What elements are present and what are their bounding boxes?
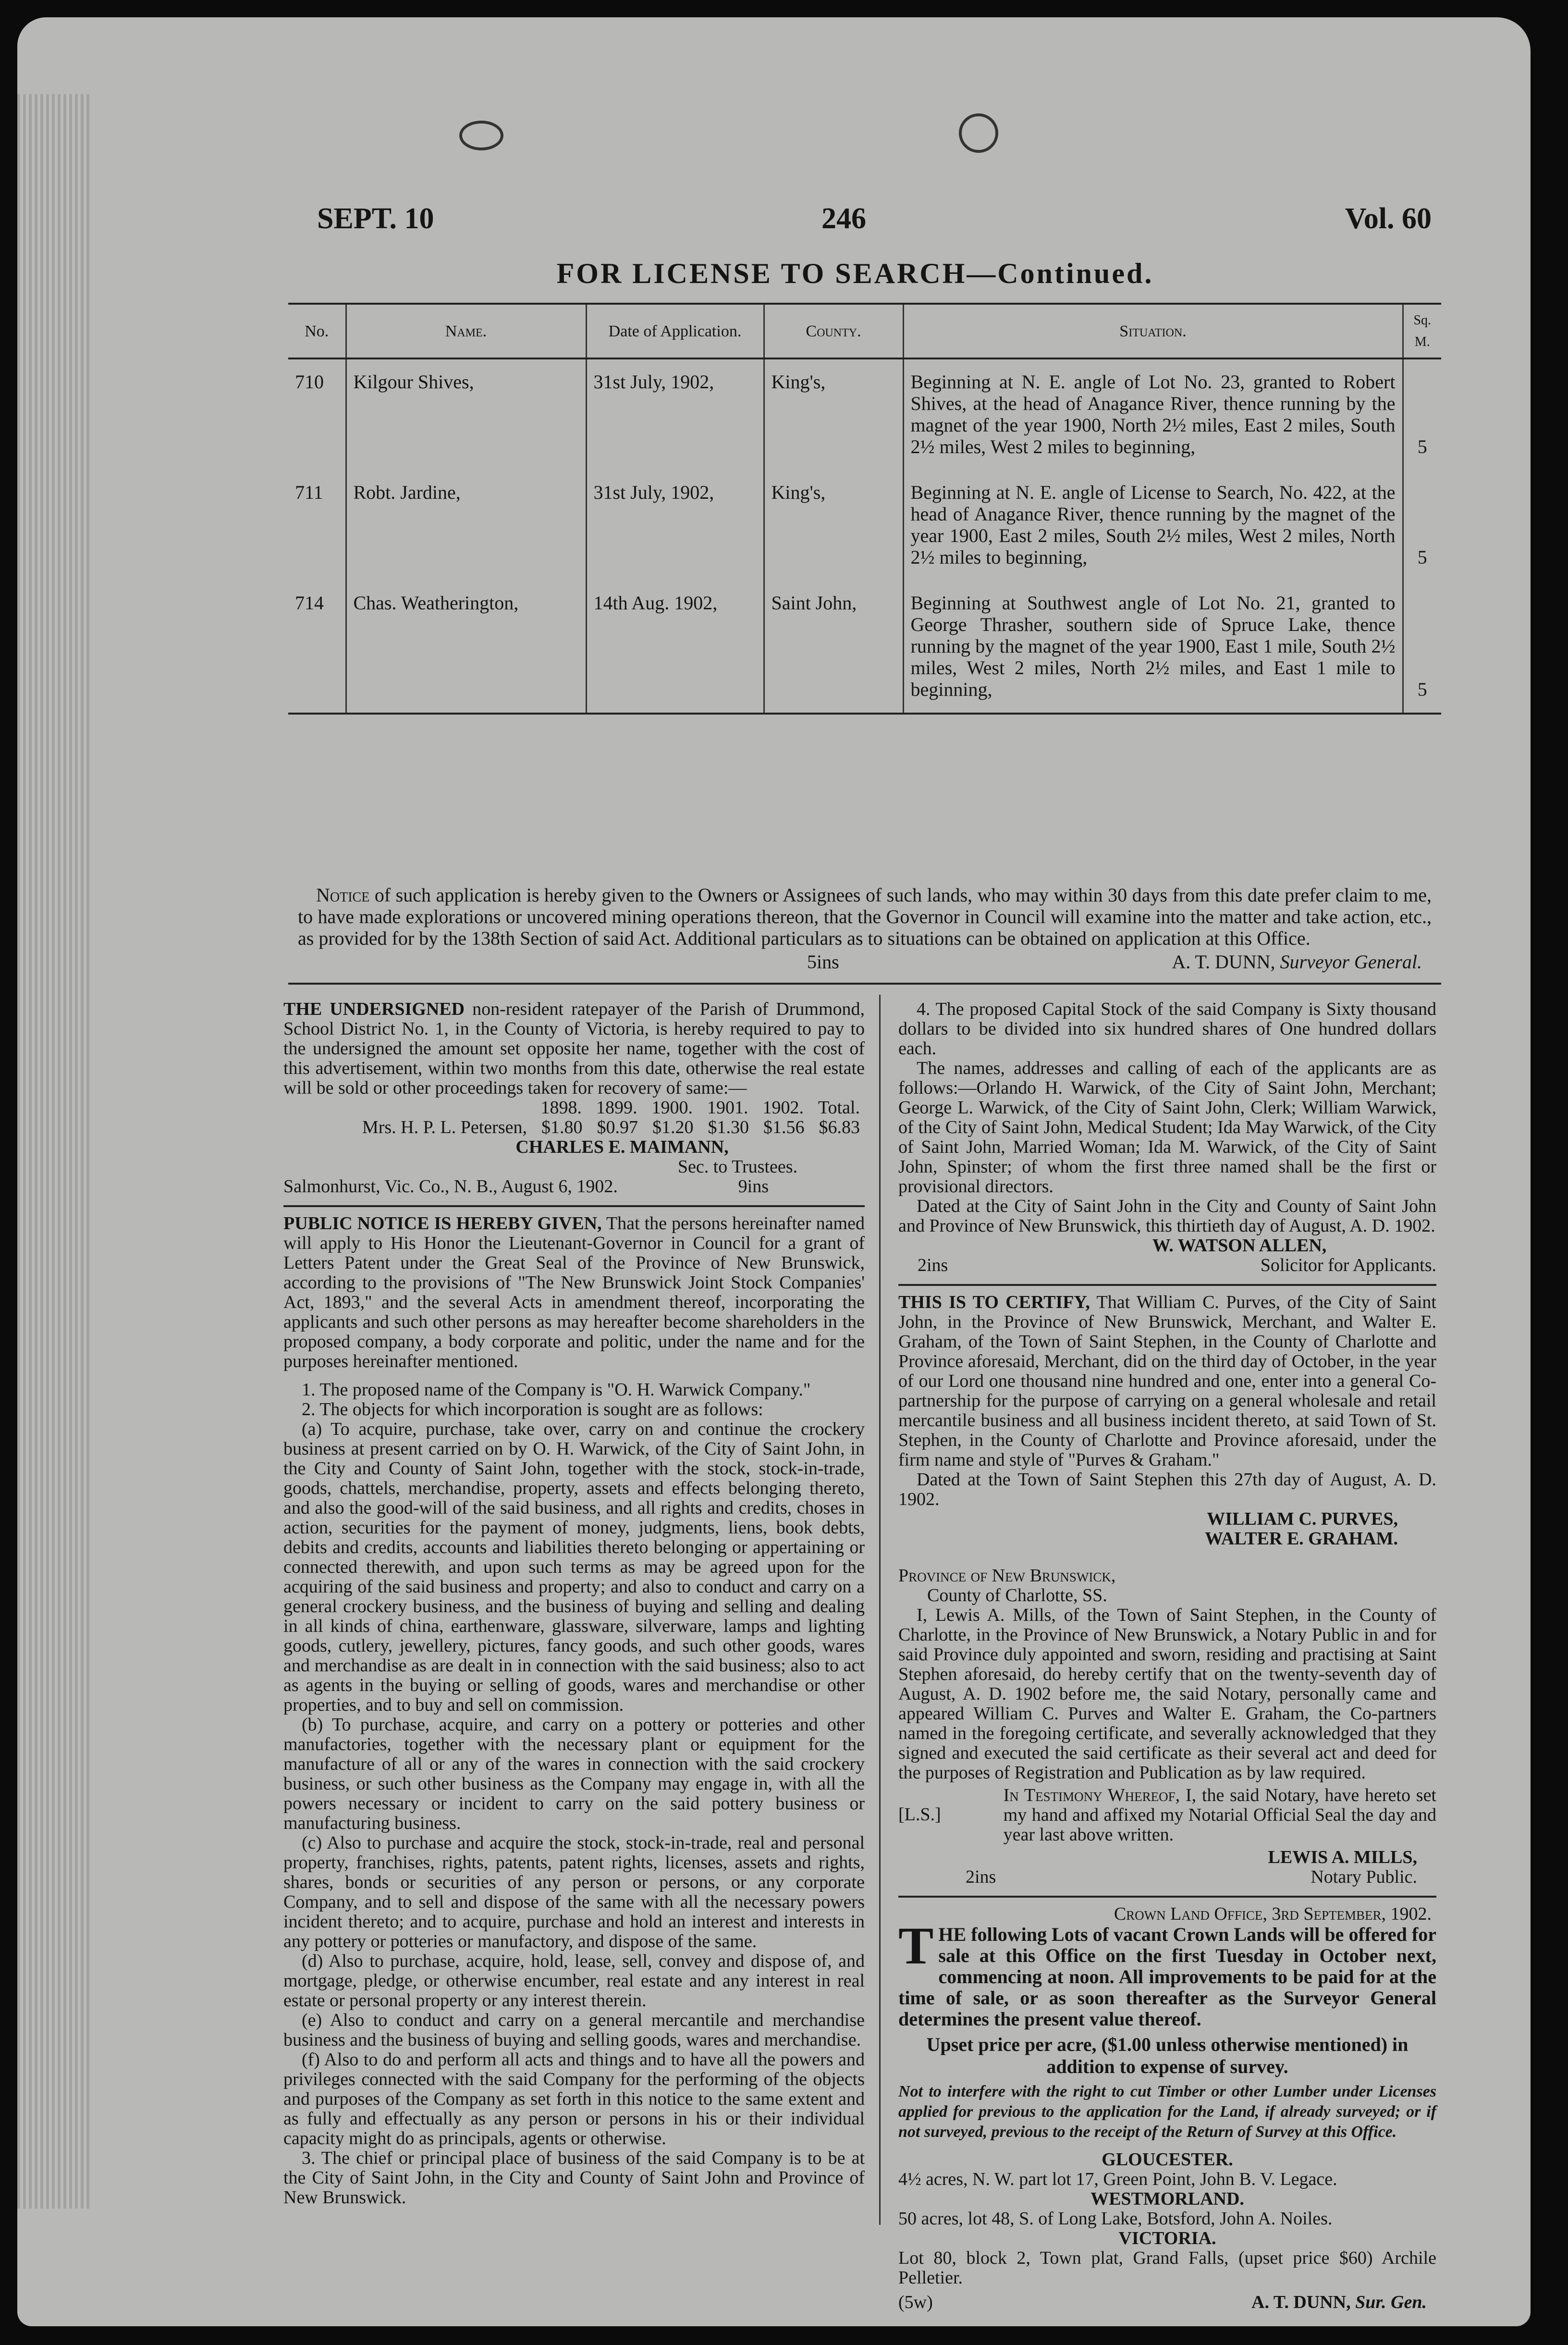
crown-land-body xyxy=(898,1916,1436,2030)
objects-2: 2. The objects for which incorporation is sought are as follows: xyxy=(302,1399,763,1419)
table-row xyxy=(288,358,1441,470)
notary-province: Province of New Brunswick, xyxy=(898,1566,1116,1586)
objects-d: (d) Also to purchase, acquire, hold, lease, sell, convey and dispose of, and mortgage, pledge, or otherwise encumber, real estate and any interest in real estate or personal property or any interest therein. xyxy=(283,1951,865,2011)
volume-number: Vol. 60 xyxy=(1345,202,1432,235)
cell-no: 711 xyxy=(288,470,346,580)
notary-footer xyxy=(898,1867,1436,1887)
divider xyxy=(898,1896,1436,1898)
certify-signer-2: WALTER E. GRAHAM. xyxy=(1205,1529,1398,1549)
certify-lead: THIS IS TO CERTIFY, xyxy=(898,1292,1090,1312)
objects-4: 4. The proposed Capital Stock of the said Company is Sixty thousand dollars to be divided into six hundred shares of One hundred dollars each. xyxy=(898,999,1436,1059)
ratepayer-signer-title: Sec. to Trustees. xyxy=(677,1157,797,1177)
public-notice-dated: Dated at the City of Saint John in the City and County of Saint John and Province of New Brunswick, this thirtieth day of August, A. D. 1902. xyxy=(898,1196,1436,1236)
cell-name: Robt. Jardine, xyxy=(346,470,586,580)
county-heading: VICTORIA. xyxy=(1118,2228,1216,2248)
public-notice-continued xyxy=(898,1000,1436,1275)
column-header: County. xyxy=(764,304,903,358)
section-title: FOR LICENSE TO SEARCH—Continued. xyxy=(556,258,1154,289)
divider xyxy=(898,1284,1436,1286)
ratepayer-signer: CHARLES E. MAIMANN, xyxy=(515,1137,729,1157)
cell-date: 31st July, 1902, xyxy=(586,470,764,580)
notice-lead: Notice xyxy=(316,884,370,906)
ratepayer-footer xyxy=(283,1177,865,1197)
testimony-text: I, the said Notary, have hereto set my hand and affixed my Notarial Official Seal the day and year last above written. xyxy=(1003,1785,1436,1845)
amount: $1.56 xyxy=(763,1117,805,1137)
ratepayer-lead: THE UNDERSIGNED xyxy=(283,999,465,1019)
notary-signer: LEWIS A. MILLS, xyxy=(1268,1847,1417,1867)
public-notice-ins: 2ins xyxy=(918,1255,948,1275)
applicants: The names, addresses and calling of each of the applicants are as follows:—Orlando H. Warwick, of the City of Saint John, Merchant; George L. Warwick, of the City of Saint John, Clerk; William Warwick, of the City of Saint John, Medical Student; Ida May Warwick, of the City of Saint John, Married Woman; Ida M. Warwick, of the City of Saint John, Spinster; of whom the first three named shall be the first or provisional directors. xyxy=(898,1058,1436,1197)
notice-text: of such application is hereby given to the Owners or Assignees of such lands, who may within 30 days from this date prefer claim to me, to have made explorations or uncovered mining operations thereon, that the Governor in Council will examine into the matter and take action, etc., as provided for by the 138th Section of said Act. Additional particulars as to situations can be obtained on application at this Office. xyxy=(298,884,1432,949)
public-notice-signer: W. WATSON ALLEN, xyxy=(1152,1235,1327,1256)
county-heading: WESTMORLAND. xyxy=(1090,2189,1244,2209)
year: 1901. xyxy=(707,1098,748,1118)
certify-notice xyxy=(898,1293,1436,1549)
cell-no: 710 xyxy=(288,358,346,470)
notice-body xyxy=(298,884,1432,949)
public-notice-signer-title: Solicitor for Applicants. xyxy=(1260,1255,1436,1275)
ratepayer-ins: 9ins xyxy=(738,1176,769,1197)
ratepayer-notice xyxy=(283,1000,865,1197)
crown-land-footer xyxy=(898,2293,1436,2312)
objects-1: 1. The proposed name of the Company is "O. H. Warwick Company." xyxy=(302,1380,811,1400)
column-header: Name. xyxy=(346,304,586,358)
objects-b: (b) To purchase, acquire, and carry on a pottery or potteries and other manufactories, together with the necessary plant or equipment for the manufacture of all or any of the wares in connection with the said crockery business, or such other business as the Company may engage in, with all the powers necessary or incident to carry on the said pottery business or manufacturing business. xyxy=(283,1715,865,1833)
certify-dated: Dated at the Town of Saint Stephen this 27th day of August, A. D. 1902. xyxy=(898,1469,1436,1509)
public-notice-intro: That the persons hereinafter named will apply to His Honor the Lieutenant-Governor in Council for a grant of Letters Patent under the Great Seal of the Province of New Brunswick, according to the provisions of "The New Brunswick Joint Stock Companies' Act, 1893," and the several Acts in amendment thereof, incorporating the applicants and such other persons as may hereafter become shareholders in the proposed company, a body corporate and politic, under the name and for the purposes hereinafter mentioned. xyxy=(283,1213,865,1371)
table-header-row xyxy=(288,304,1441,358)
amount: $1.80 xyxy=(541,1117,583,1137)
cell-situation: Beginning at N. E. angle of License to Search, No. 422, at the head of Anagance River, thence running by the magnet of the year 1900, East 2 miles, South 2½ miles, West 2 miles, North 2½ miles to beginning, xyxy=(903,470,1403,580)
cell-county: King's, xyxy=(764,470,903,580)
license-notice xyxy=(298,884,1432,974)
ratepayer-text: non-resident ratepayer of the Parish of Drummond, School District No. 1, in the County of Victoria, is hereby required to pay to the undersigned the amount set opposite her name, together with the cost of this advertisement, within two months from this date, otherwise the real estate will be sold or other proceedings taken for recovery of same:— xyxy=(283,999,865,1098)
upset-price: Upset price per acre, ($1.00 unless otherwise mentioned) in addition to expense of survey. xyxy=(926,2034,1409,2077)
table-row xyxy=(288,580,1441,714)
certify-signer-1: WILLIAM C. PURVES, xyxy=(1207,1509,1398,1529)
cell-sqm: 5 xyxy=(1403,580,1441,714)
seal: [L.S.] xyxy=(898,1804,941,1825)
public-notice-lead: PUBLIC NOTICE IS HEREBY GIVEN, xyxy=(283,1213,602,1234)
cell-county: King's, xyxy=(764,358,903,470)
left-column xyxy=(283,1000,865,2208)
notice-sig-title: Surveyor General. xyxy=(1280,951,1422,973)
header-date: SEPT. 10 xyxy=(317,202,434,235)
amount: $6.83 xyxy=(819,1117,860,1137)
amounts-row xyxy=(283,1118,865,1137)
crown-land-signer-title: Sur. Gen. xyxy=(1355,2292,1427,2312)
ratepayer-place-date: Salmonhurst, Vic. Co., N. B., August 6, 1902. xyxy=(283,1176,618,1197)
county-heading: GLOUCESTER. xyxy=(1102,2149,1233,2170)
year: 1902. xyxy=(762,1098,804,1118)
year: 1900. xyxy=(651,1098,693,1118)
dropcap: T xyxy=(898,1916,934,1975)
cell-sqm: 5 xyxy=(1417,546,1427,568)
page-number: 246 xyxy=(821,202,866,235)
lot-entry: 50 acres, lot 48, S. of Long Lake, Botsford, John A. Noiles. xyxy=(898,2209,1333,2229)
crown-land-notice xyxy=(898,1904,1436,2312)
notary-certificate xyxy=(898,1566,1436,1887)
cell-date: 14th Aug. 1902, xyxy=(586,580,764,714)
cell-sqm: 5 xyxy=(1417,436,1427,457)
amount: $0.97 xyxy=(597,1117,638,1137)
lot-entry: 4½ acres, N. W. part lot 17, Green Point, John B. V. Legace. xyxy=(898,2169,1337,2189)
public-notice-footer xyxy=(898,1256,1436,1275)
caution-text: Not to interfere with the right to cut Timber or other Lumber under Licenses applied for previous to the application for the Land, if already surveyed; or if not surveyed, previous to the receipt of the Return of Survey at this Office. xyxy=(898,2083,1436,2141)
crown-land-text: HE following Lots of vacant Crown Lands will be offered for sale at this Office on the first Tuesday in October next, commencing at noon. All improvements to be paid for at the time of sale, or as soon thereafter as the Surveyor General determines the present value thereof. xyxy=(898,1924,1436,2030)
cell-county: Saint John, xyxy=(764,580,903,714)
objects-f: (f) Also to do and perform all acts and things and to have all the powers and privileges connected with the said Company for the performing of the objects and purposes of the Company as set forth in this notice to the same extent and as fully and effectually as any person or persons in his or their individual capacity might do as principals, agents or otherwise. xyxy=(283,2049,865,2148)
table-row xyxy=(288,470,1441,580)
cell-name: Kilgour Shives, xyxy=(346,358,586,470)
public-notice xyxy=(283,1214,865,2208)
notary-text: I, Lewis A. Mills, of the Town of Saint Stephen, in the County of Charlotte, in the Province of New Brunswick, a Notary Public in and for said Province duly appointed and sworn, residing and practising at Saint Stephen aforesaid, do hereby certify that on the twenty-seventh day of August, A. D. 1902 before me, the said Notary, personally came and appeared William C. Purves and Walter E. Graham, the Co-partners named in the foregoing certificate, and severally acknowledged that they signed and executed the said certificate as their several act and deed for the purposes of Registration and Publication as by law required. xyxy=(898,1605,1436,1783)
crown-land-office: Crown Land Office, 3rd September, 1902. xyxy=(1114,1904,1432,1924)
cell-situation: Beginning at N. E. angle of Lot No. 23, granted to Robert Shives, at the head of Anagance River, thence running by the magnet of the year 1900, North 2½ miles, East 2 miles, South 2½ miles, West 2 miles to beginning, xyxy=(903,358,1403,470)
testimony xyxy=(898,1786,1436,1845)
punch-hole xyxy=(959,113,998,153)
objects-a: (a) To acquire, purchase, take over, carry on and continue the crockery business at present carried on by O. H. Warwick, of the City of Saint John, in the City and County of Saint John, together with the stock, stock-in-trade, goods, chattels, merchandise, property, assets and effects belonging thereto, and also the good-will of the said business, and all rights and credits, choses in action, securities for the payment of money, judgments, liens, book debts, debits and credits, accounts and liabilities thereto belonging or appertaining or connected therewith, and upon such terms as may be agreed upon for the acquiring of the said business and property; and also to conduct and carry on a general crockery business, and the business of buying and selling and dealing in all kinds of china, earthenware, glassware, silverware, lamps and lighting goods, cutlery, jewellery, pictures, fancy goods, and such other goods, wares and merchandise as are dealt in in connection with the said business; also to act as agents in the buying or selling of goods, wares and merchandise or other properties, and to buy and sell on commission. xyxy=(283,1419,865,1715)
column-divider xyxy=(879,995,881,2225)
amount: $1.30 xyxy=(708,1117,749,1137)
objects-3: 3. The chief or principal place of business of the said Company is to be at the City of Saint John, in the City and County of Saint John and Province of New Brunswick. xyxy=(283,2148,865,2208)
notice-signature: A. T. DUNN, xyxy=(1172,951,1275,973)
year: 1899. xyxy=(596,1098,637,1118)
column-header: Date of Application. xyxy=(586,304,764,358)
notary-signer-title: Notary Public. xyxy=(1311,1867,1417,1887)
notice-footer xyxy=(298,951,1432,974)
testimony-lead: In Testimony Whereof, xyxy=(1003,1785,1180,1805)
column-header: Situation. xyxy=(903,304,1403,358)
divider xyxy=(283,1205,865,1207)
years-row xyxy=(283,1098,865,1118)
crown-land-ins: (5w) xyxy=(898,2292,933,2312)
cell-date: 31st July, 1902, xyxy=(586,358,764,470)
punch-hole xyxy=(459,121,503,150)
license-table xyxy=(288,303,1441,715)
crown-land-signer: A. T. DUNN, xyxy=(1251,2292,1351,2312)
notary-county: County of Charlotte, SS. xyxy=(927,1585,1107,1605)
right-column xyxy=(898,1000,1436,2312)
certify-text: That William C. Purves, of the City of Saint John, in the Province of New Brunswick, Merchant, and Walter E. Graham, of the Town of Saint Stephen, in the County of Charlotte and Province aforesaid, Merchant, did on the third day of October, in the year of our Lord one thousand nine hundred and one, enter into a general Co-partnership for the purpose of carrying on a general wholesale and retail mercantile business and all business incident thereto, at said Town of St. Stephen, in the County of Charlotte and Province aforesaid, under the firm name and style of "Purves & Graham." xyxy=(898,1292,1436,1470)
lot-entry: Lot 80, block 2, Town plat, Grand Falls, (upset price $60) Archile Pelletier. xyxy=(898,2248,1436,2288)
column-header: No. xyxy=(288,304,346,358)
column-header: Sq. M. xyxy=(1403,304,1441,358)
page-edges xyxy=(17,94,89,2209)
page-content xyxy=(269,183,1441,2312)
ratepayer-name: Mrs. H. P. L. Petersen, xyxy=(362,1117,527,1137)
cell-no: 714 xyxy=(288,580,346,714)
notice-ins: 5ins xyxy=(807,951,839,973)
year: 1898. xyxy=(540,1098,582,1118)
amount: $1.20 xyxy=(652,1117,694,1137)
objects-e: (e) Also to conduct and carry on a general mercantile and merchandise business and the business of buying and selling goods, wares and merchandise. xyxy=(283,2010,865,2050)
year: Total. xyxy=(818,1098,860,1118)
objects-c: (c) Also to purchase and acquire the stock, stock-in-trade, real and personal property, franchises, rights, patents, patent rights, licenses, assets and rights, shares, bonds or securities of any person or persons, or any corporate Company, and to sell and dispose of the same with all the necessary powers incident thereto; and to acquire, purchase and hold an interest and interests in any pottery or potteries or manufactory, and dispose of the same. xyxy=(283,1833,865,1951)
divider xyxy=(288,983,1441,985)
notary-ins: 2ins xyxy=(966,1867,996,1887)
cell-situation: Beginning at Southwest angle of Lot No. 21, granted to George Thrasher, southern side of Spruce Lake, thence running by the magnet of the year 1900, East 1 mile, South 2½ miles, West 2 miles, North 2½ miles, and East 1 mile to beginning, xyxy=(903,580,1403,714)
cell-name: Chas. Weatherington, xyxy=(346,580,586,714)
